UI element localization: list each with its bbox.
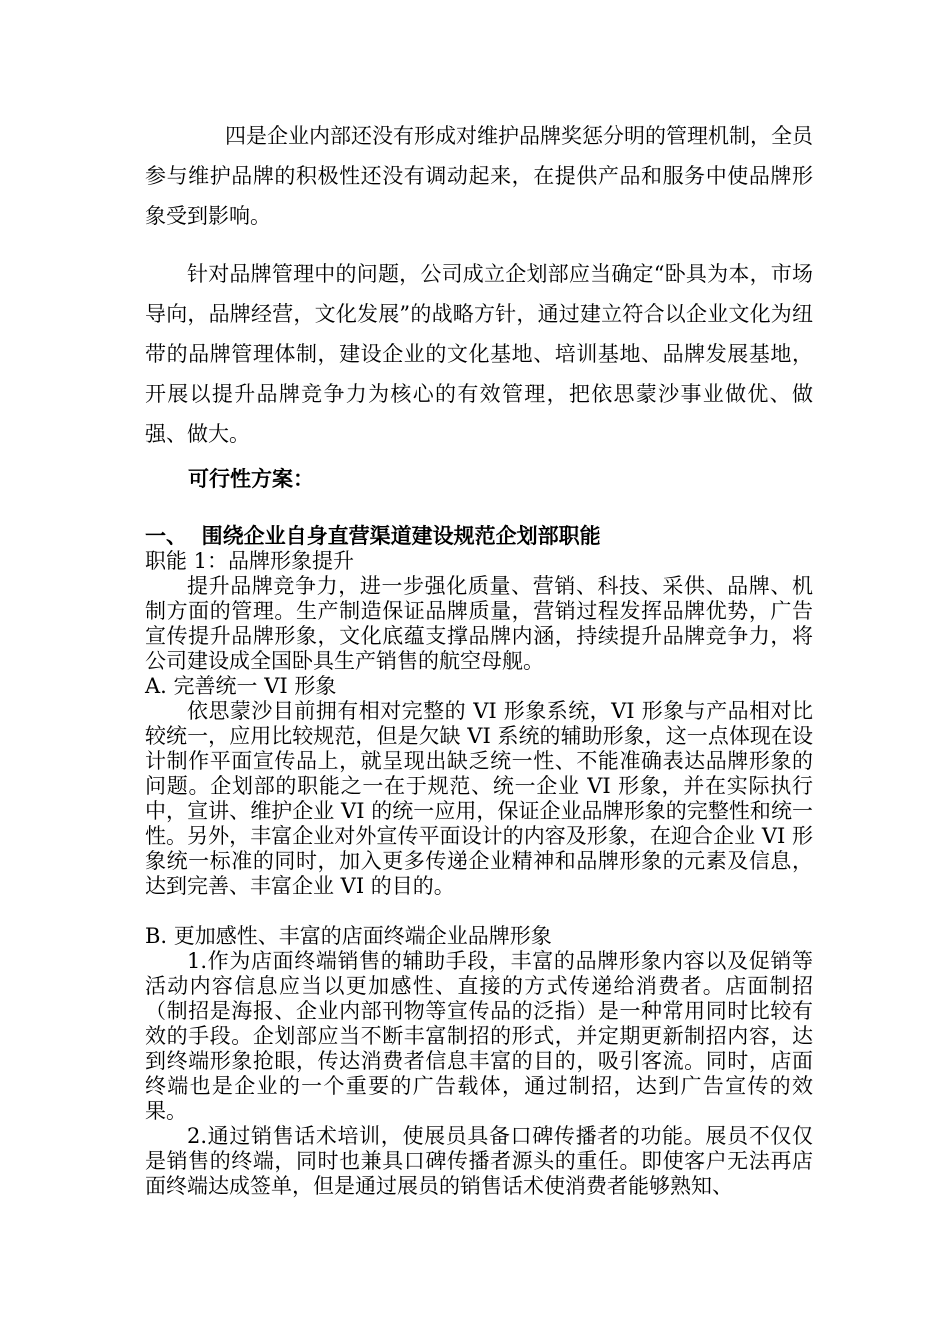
item-b1-text: 1.作为店面终端销售的辅助手段，丰富的品牌形象内容以及促销等活动内容信息应当以更加感性、直接的方式传递给消费者。店面制招（制招是海报、企业内部刊物等宣传品的泛指）是一种常用同时比较有效的手段。企划部应当不断丰富制招的形式，并定期更新制招内容，达到终端形象抢眼，传达消费者信息丰富的目的，吸引客流。同时，店面终端也是企业的一个重要的广告载体，通过制招，达到广告宣传的效果。 (145, 949, 813, 1123)
paragraph-brand-mechanism: 四是企业内部还没有形成对维护品牌奖惩分明的管理机制，全员参与维护品牌的积极性还没有调动起来，在提供产品和服务中使品牌形象受到影响。 (145, 124, 813, 228)
item-a-label: A. 完善统一 VI 形象 (145, 674, 337, 698)
function-1-text: 提升品牌竞争力，进一步强化质量、营销、科技、采供、品牌、机制方面的管理。生产制造保证品牌质量，营销过程发挥品牌优势，广告宣传提升品牌形象，文化底蕴支撑品牌内涵，持续提升品牌竞争力，将公司建设成全国卧具生产销售的航空母舰。 (145, 574, 813, 673)
section-1-title: 一、 围绕企业自身直营渠道建设规范企划部职能 (145, 524, 601, 548)
paragraph-brand-strategy: 针对品牌管理中的问题，公司成立企划部应当确定“卧具为本，市场导向，品牌经营，文化发展”的战略方针，通过建立符合以企业文化为纽带的品牌管理体制，建设企业的文化基地、培训基地、品牌发展基地，开展以提升品牌竞争力为核心的有效管理，把依思蒙沙事业做优、做强、做大。 (145, 262, 813, 446)
item-a-text: 依思蒙沙目前拥有相对完整的 VI 形象系统，VI 形象与产品相对比较统一，应用比较规范，但是欠缺 VI 系统的辅助形象，这一点体现在设计制作平面宣传品上，就呈现出缺乏统一性、不能准确表达品牌形象的问题。企划部的职能之一在于规范、统一企业 VI 形象，并在实际执行中，宣讲、维护企业 VI 的统一应用，保证企业品牌形象的完整性和统一性。另外，丰富企业对外宣传平面设计的内容及形象，在迎合企业 VI 形象统一标准的同时，加入更多传递企业精神和品牌形象的元素及信息，达到完善、丰富企业 VI 的目的。 (145, 699, 813, 898)
item-b2-text: 2.通过销售话术培训，使展员具备口碑传播者的功能。展员不仅仅是销售的终端，同时也兼具口碑传播者源头的重任。即使客户无法再店面终端达成签单，但是通过展员的销售话术使消费者能够熟知、 (145, 1124, 813, 1198)
feasibility-title: 可行性方案： (188, 467, 314, 491)
function-1-label: 职能 1：品牌形象提升 (145, 549, 355, 573)
item-b-label: B. 更加感性、丰富的店面终端企业品牌形象 (145, 924, 552, 948)
